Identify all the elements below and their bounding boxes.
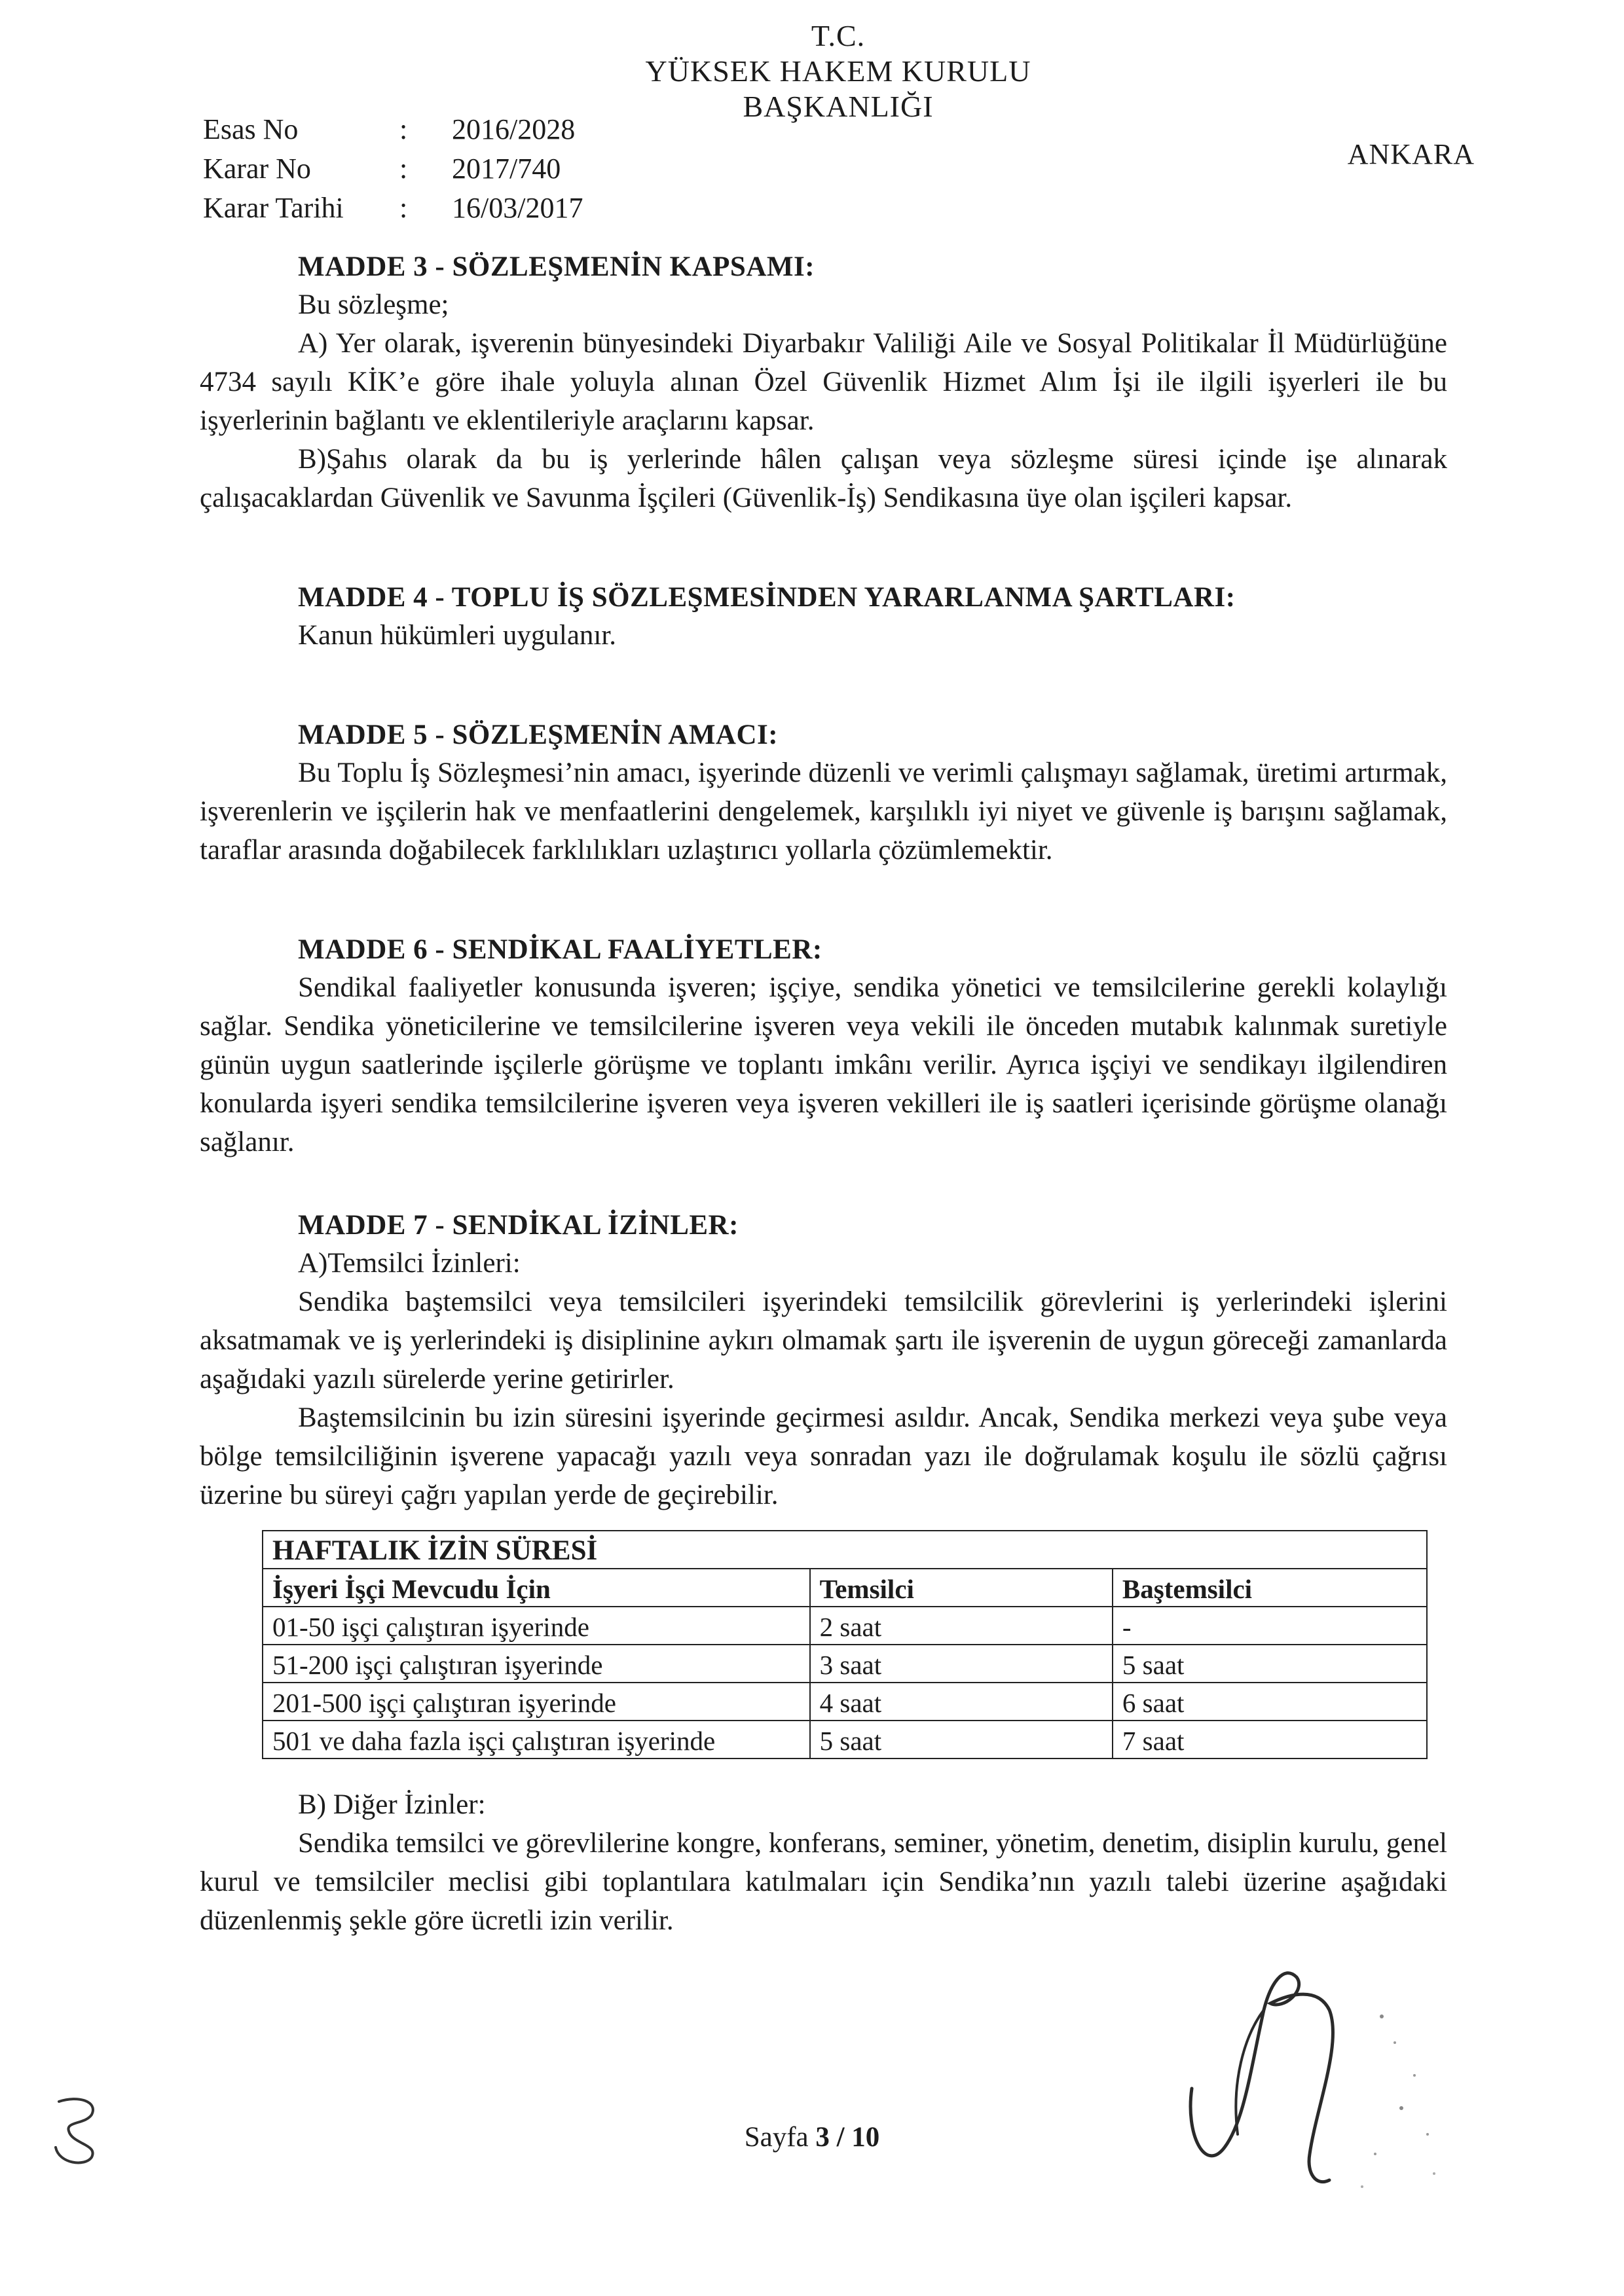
article-4-text: Kanun hükümleri uygulanır. <box>298 620 617 651</box>
header-tc: T.C. <box>811 19 866 52</box>
table-row <box>263 1607 1427 1645</box>
article-7-paragraph-2: Baştemsilcinin bu izin süresini işyerinde geçirmesi asıldır. Ancak, Sendika merkezi veya şube veya bölge temsilciliğinin işverene yapacağı yazılı veya sonradan yazı ile doğrulamak koşulu ile sözlü çağrısı üzerine bu süreyi çağrı yapılan yerde de geçirebilir. <box>200 1402 1447 1510</box>
case-label: Karar No <box>203 153 311 185</box>
table-header-row <box>263 1569 1427 1607</box>
case-row-tarih <box>203 189 714 228</box>
table-row <box>263 1721 1427 1758</box>
table-cell: - <box>1113 1607 1427 1645</box>
header-court-name: YÜKSEK HAKEM KURULU <box>645 54 1031 88</box>
article-4-title: MADDE 4 - TOPLU İŞ SÖZLEŞMESİNDEN YARARLANMA ŞARTLARI: <box>298 582 1236 613</box>
table-cell: 5 saat <box>810 1721 1113 1758</box>
article-3-intro: Bu sözleşme; <box>298 289 449 320</box>
case-colon: : <box>399 192 408 224</box>
article-3-title: MADDE 3 - SÖZLEŞMENİN KAPSAMI: <box>298 251 815 282</box>
document-body <box>200 249 1447 1940</box>
table-header-cell: İşyeri İşçi Mevcudu İçin <box>263 1569 810 1607</box>
institution-header <box>589 18 1087 124</box>
case-value: 2017/740 <box>452 153 561 185</box>
table-cell: 7 saat <box>1113 1721 1427 1758</box>
article-7-title: MADDE 7 - SENDİKAL İZİNLER: <box>298 1210 739 1241</box>
table-cell: 3 saat <box>810 1645 1113 1683</box>
weekly-leave-table <box>262 1530 1428 1759</box>
article-6-title: MADDE 6 - SENDİKAL FAALİYETLER: <box>298 934 822 965</box>
case-label: Karar Tarihi <box>203 192 344 224</box>
case-value: 16/03/2017 <box>452 192 583 224</box>
article-3-clause-a: A) Yer olarak, işverenin bünyesindeki Diyarbakır Valiliği Aile ve Sosyal Politikalar İl Müdürlüğüne 4734 sayılı KİK’e göre ihale yoluyla alınan Özel Güvenlik Hizmet Alım İşi ile ilgili işyerleri ile bu işyerlerinin bağlantı ve eklentileriyle araçlarını kapsar. <box>200 328 1447 436</box>
page-number: 3 / 10 <box>815 2122 880 2153</box>
case-value: 2016/2028 <box>452 113 576 145</box>
article-3-clause-b: B)Şahıs olarak da bu iş yerlerinde hâlen çalışan veya sözleşme süresi içinde işe alınarak çalışacaklardan Güvenlik ve Savunma İşçileri (Güvenlik-İş) Sendikasına üye olan işçileri kapsar. <box>200 444 1447 513</box>
table-cell: 201-500 işçi çalıştıran işyerinde <box>263 1683 810 1721</box>
table-cell: 6 saat <box>1113 1683 1427 1721</box>
table-cell: 2 saat <box>810 1607 1113 1645</box>
page-footer <box>0 2121 1624 2153</box>
case-row-karar <box>203 149 714 189</box>
table-header-cell: Temsilci <box>810 1569 1113 1607</box>
article-7-paragraph-3: Sendika temsilci ve görevlilerine kongre, konferans, seminer, yönetim, denetim, disiplin kurulu, genel kurul ve temsilciler meclisi gibi toplantılara katılmaları için Sendika’nın yazılı talebi üzerine aşağıdaki düzenlenmiş şekle göre ücretli izin verilir. <box>200 1828 1447 1936</box>
case-info <box>203 110 714 228</box>
city-label: ANKARA <box>1347 138 1475 170</box>
table-row <box>263 1645 1427 1683</box>
table-row <box>263 1683 1427 1721</box>
table-title-row <box>263 1531 1427 1569</box>
table-cell: 501 ve daha fazla işçi çalıştıran işyerinde <box>263 1721 810 1758</box>
table-cell: 01-50 işçi çalıştıran işyerinde <box>263 1607 810 1645</box>
article-7-subheading-a: A)Temsilci İzinleri: <box>298 1248 521 1279</box>
case-row-esas <box>203 110 714 149</box>
header-presidency: BAŞKANLIĞI <box>743 90 934 123</box>
page-number-prefix: Sayfa <box>744 2122 816 2153</box>
table-cell: 51-200 işçi çalıştıran işyerinde <box>263 1645 810 1683</box>
article-5-text: Bu Toplu İş Sözleşmesi’nin amacı, işyerinde düzenli ve verimli çalışmayı sağlamak, üretimi artırmak, işverenlerin ve işçilerin hak ve menfaatlerini dengelemek, karşılıklı iyi niyet ve güvenle iş barışını sağlamak, taraflar arasında doğabilecek farklılıkları uzlaştırıcı yollarla çözümlemektir. <box>200 757 1447 866</box>
table-cell: 5 saat <box>1113 1645 1427 1683</box>
case-colon: : <box>399 113 408 145</box>
case-colon: : <box>399 153 408 185</box>
table-header-cell: Baştemsilci <box>1113 1569 1427 1607</box>
table-title: HAFTALIK İZİN SÜRESİ <box>263 1531 1427 1569</box>
article-6-text: Sendikal faaliyetler konusunda işveren; işçiye, sendika yönetici ve temsilcilerine gerekli kolaylığı sağlar. Sendika yöneticilerine ve temsilcilerine işveren veya vekili ile önceden mutabık kalınmak suretiyle günün uygun saatlerinde işçilerle görüşme ve toplantı imkânı verilir. Ayrıca işçiyi ve sendikayı ilgilendiren konularda işyeri sendika temsilcilerine işveren veya işveren vekilleri ile iş saatleri içerisinde görüşme olanağı sağlanır. <box>200 972 1447 1157</box>
table-cell: 4 saat <box>810 1683 1113 1721</box>
case-label: Esas No <box>203 113 299 145</box>
article-5-title: MADDE 5 - SÖZLEŞMENİN AMACI: <box>298 720 779 750</box>
signature-mark <box>1166 1938 1467 2213</box>
article-7-paragraph-1: Sendika baştemsilci veya temsilcileri işyerindeki temsilcilik görevlerini iş yerlerindeki işlerini aksatmamak ve iş yerlerindeki iş disiplinine aykırı olmamak şartı ile işverenin de uygun göreceği zamanlarda aşağıdaki yazılı sürelerde yerine getirirler. <box>200 1286 1447 1394</box>
article-7-subheading-b: B) Diğer İzinler: <box>298 1789 486 1820</box>
